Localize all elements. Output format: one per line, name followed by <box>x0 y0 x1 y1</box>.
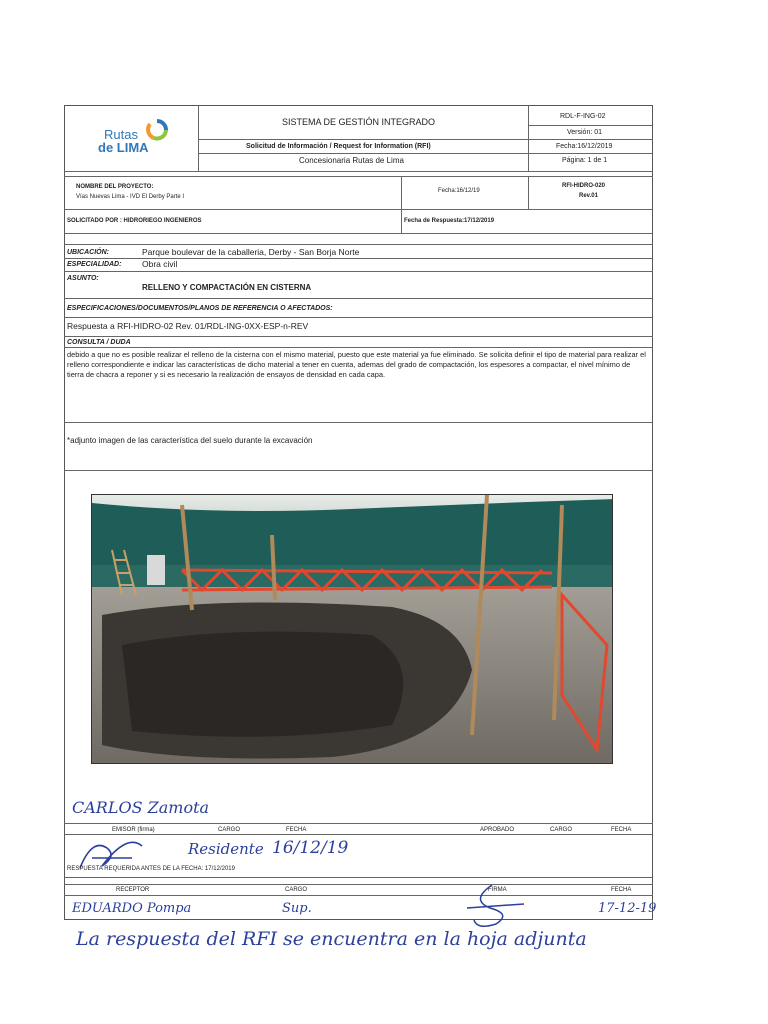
specs-value: Respuesta a RFI-HIDRO-02 Rev. 01/RDL-ING-0XX-ESP-n-REV <box>67 321 309 331</box>
footer-handwritten-note: La respuesta del RFI se encuentra en la hoja adjunta <box>76 928 587 950</box>
issuer-name-handwritten: CARLOS Zamota <box>72 798 210 817</box>
location-label: UBICACIÓN: <box>67 249 109 256</box>
doc-page: Página: 1 de 1 <box>562 157 608 164</box>
issuer-date-handwritten: 16/12/19 <box>272 838 349 858</box>
logo-text-top: Rutas <box>104 127 138 142</box>
query-text: debido a que no es posible realizar el relleno de la cisterna con el mismo material, puesto que este material ya fue eliminado. Se solicita definir el tipo de material para realizar el relleno correspondiente e indicar las características de dicho material a tener en cuenta, ademas del grado de compactación, los espesores a compactar, el nivel mínimo de tierra de chacra a reponer y si es necesario la realización de ensayos de densidad en cada capa. <box>67 350 646 379</box>
doc-version: Versión: 01 <box>567 129 603 136</box>
project-date: Fecha:16/12/19 <box>438 188 480 194</box>
specialty-value: Obra civil <box>142 259 178 269</box>
location-value: Parque boulevar de la caballeria, Derby - San Borja Norte <box>142 247 360 257</box>
approved-label: APROBADO <box>480 827 515 833</box>
rfi-rev: Rev.01 <box>579 193 598 199</box>
issuer-label: EMISOR (firma) <box>112 827 155 833</box>
form-title: Solicitud de Información / Request for Information (RFI) <box>246 143 431 150</box>
doc-date: Fecha:16/12/2019 <box>556 143 613 150</box>
subject-label: ASUNTO: <box>67 275 99 282</box>
project-label: NOMBRE DEL PROYECTO: <box>76 184 154 190</box>
receptor-name-handwritten: EDUARDO Pompa <box>72 901 192 916</box>
issuer-cargo-label: CARGO <box>218 827 241 833</box>
approved-date-label: FECHA <box>611 827 632 833</box>
requested-by: SOLICITADO POR : HIDRORIEGO INGENIEROS <box>67 218 202 224</box>
attachment-note: *adjunto imagen de las característica del suelo durante la excavación <box>67 436 313 445</box>
specialty-label: ESPECIALIDAD: <box>67 261 122 268</box>
excavation-photo <box>91 494 613 764</box>
logo-text-bottom: de LIMA <box>98 140 149 155</box>
specs-label: ESPECIFICACIONES/DOCUMENTOS/PLANOS DE REFERENCIA O AFECTADOS: <box>67 305 333 312</box>
response-required: RESPUESTA REQUERIDA ANTES DE LA FECHA: 17/12/2019 <box>67 866 235 872</box>
query-label: CONSULTA / DUDA <box>67 339 131 346</box>
subject-value: RELLENO Y COMPACTACIÓN EN CISTERNA <box>142 283 312 292</box>
rfi-code: RFI-HIDRO-020 <box>562 183 606 189</box>
receptor-date-label: FECHA <box>611 887 632 893</box>
issuer-cargo-handwritten: Residente <box>188 840 264 858</box>
company-name: Concesionaria Rutas de Lima <box>299 156 404 165</box>
doc-code: RDL-F-ING-02 <box>560 113 606 120</box>
receptor-date-handwritten: 17-12-19 <box>598 901 657 916</box>
logo-swirl-icon <box>144 118 170 142</box>
receptor-cargo-handwritten: Sup. <box>282 901 312 916</box>
system-title: SISTEMA DE GESTIÓN INTEGRADO <box>282 117 436 127</box>
approved-cargo-label: CARGO <box>550 827 573 833</box>
receptor-signature-icon <box>462 880 532 930</box>
logo <box>90 116 180 156</box>
issuer-date-label: FECHA <box>286 827 307 833</box>
response-date: Fecha de Respuesta:17/12/2019 <box>404 218 495 224</box>
project-name: Vías Nuevas Lima - IVD El Derby Parte I <box>76 194 185 200</box>
receptor-label: RECEPTOR <box>116 887 150 893</box>
firma-label: FIRMA <box>488 887 507 893</box>
receptor-cargo-label: CARGO <box>285 887 308 893</box>
